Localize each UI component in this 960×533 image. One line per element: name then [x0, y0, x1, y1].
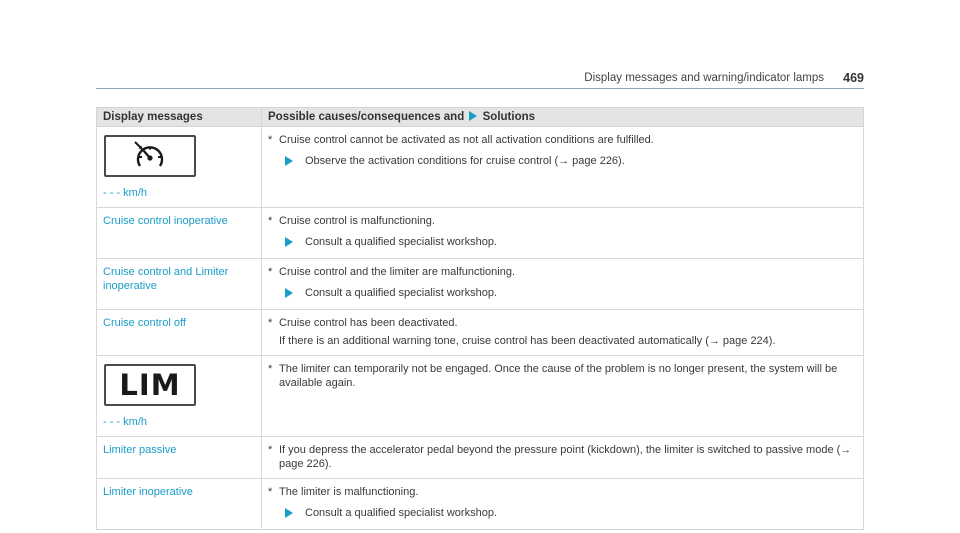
bullet-mark: *: [268, 266, 273, 278]
bullet-mark: *: [268, 363, 273, 375]
message-cell: [97, 127, 262, 208]
action-text: Consult a qualified specialist workshop.: [305, 287, 497, 299]
cause-text: The limiter is malfunctioning.: [279, 486, 419, 498]
message-cell: [97, 356, 262, 437]
page-header-title: Display messages and warning/indicator lamps: [584, 72, 824, 84]
cause-line: [268, 133, 857, 147]
action-line: [285, 154, 857, 168]
page-number: 469: [843, 71, 864, 85]
table-row: [97, 437, 864, 479]
cause-text: Cruise control is malfunctioning.: [279, 215, 435, 227]
action-line: [285, 286, 857, 300]
cause-cell: [262, 127, 864, 208]
table-row: [97, 356, 864, 437]
column-header-causes-solutions: [262, 108, 864, 127]
arrow-icon: [285, 508, 293, 518]
bullet-mark: *: [268, 486, 273, 498]
cause-text: Cruise control has been deactivated.: [279, 317, 458, 329]
cause-cell: [262, 259, 864, 310]
speed-label: - - - km/h: [103, 187, 147, 199]
message-cell: Cruise control and Limiter inoperative: [97, 259, 262, 310]
action-text: Consult a qualified specialist workshop.: [305, 507, 497, 519]
arrow-icon: [285, 237, 293, 247]
cause-cell: [262, 310, 864, 356]
column-header-display-messages: Display messages: [97, 108, 262, 127]
cause-line: [268, 485, 857, 499]
bullet-mark: *: [268, 444, 273, 456]
message-cell: Cruise control inoperative: [97, 208, 262, 259]
cause-line: [268, 265, 857, 279]
table-row: [97, 259, 864, 310]
arrow-icon: [285, 288, 293, 298]
cause-line: [268, 362, 857, 390]
bullet-mark: *: [268, 215, 273, 227]
cause-line: [268, 214, 857, 228]
speedometer-icon: [133, 141, 167, 171]
cause-text: The limiter can temporarily not be engaged. Once the cause of the problem is no longer present, the system will be available again.: [279, 363, 838, 389]
cause-line: [268, 316, 857, 330]
message-cell: Limiter inoperative: [97, 479, 262, 530]
action-line: [285, 506, 857, 520]
lim-icon-text: LIM: [119, 367, 181, 402]
note-text: If there is an additional warning tone, cruise control has been deactivated automatically (→ page 224).: [279, 335, 776, 347]
cause-text: If you depress the accelerator pedal beyond the pressure point (kickdown), the limiter is switched to passive mode (→ page 226).: [279, 444, 852, 470]
lim-icon: [104, 364, 196, 406]
cause-cell: [262, 479, 864, 530]
cause-text: Cruise control cannot be activated as not all activation conditions are fulfilled.: [279, 134, 654, 146]
arrow-icon: [469, 111, 477, 121]
causes-header-text: Possible causes/consequences and: [268, 111, 465, 123]
cruise-control-speedometer-icon: [104, 135, 196, 177]
speed-label: - - - km/h: [103, 416, 147, 428]
cause-cell: [262, 356, 864, 437]
bullet-mark: *: [268, 134, 273, 146]
table-row: [97, 479, 864, 530]
solutions-header-text: Solutions: [482, 111, 536, 123]
bullet-mark: *: [268, 317, 273, 329]
table-row: [97, 127, 864, 208]
message-cell: Cruise control off: [97, 310, 262, 356]
action-line: [285, 235, 857, 249]
table-row: [97, 310, 864, 356]
cause-text: Cruise control and the limiter are malfunctioning.: [279, 266, 516, 278]
cause-cell: [262, 208, 864, 259]
table-header-row: [97, 108, 864, 127]
arrow-icon: [285, 156, 293, 166]
table-row: [97, 208, 864, 259]
cause-line: [268, 443, 857, 471]
action-text: Consult a qualified specialist workshop.: [305, 236, 497, 248]
cause-cell: [262, 437, 864, 479]
display-messages-table: [96, 107, 864, 530]
action-text: Observe the activation conditions for cruise control (→ page 226).: [305, 155, 625, 167]
message-cell: Limiter passive: [97, 437, 262, 479]
header-rule: [96, 88, 864, 89]
